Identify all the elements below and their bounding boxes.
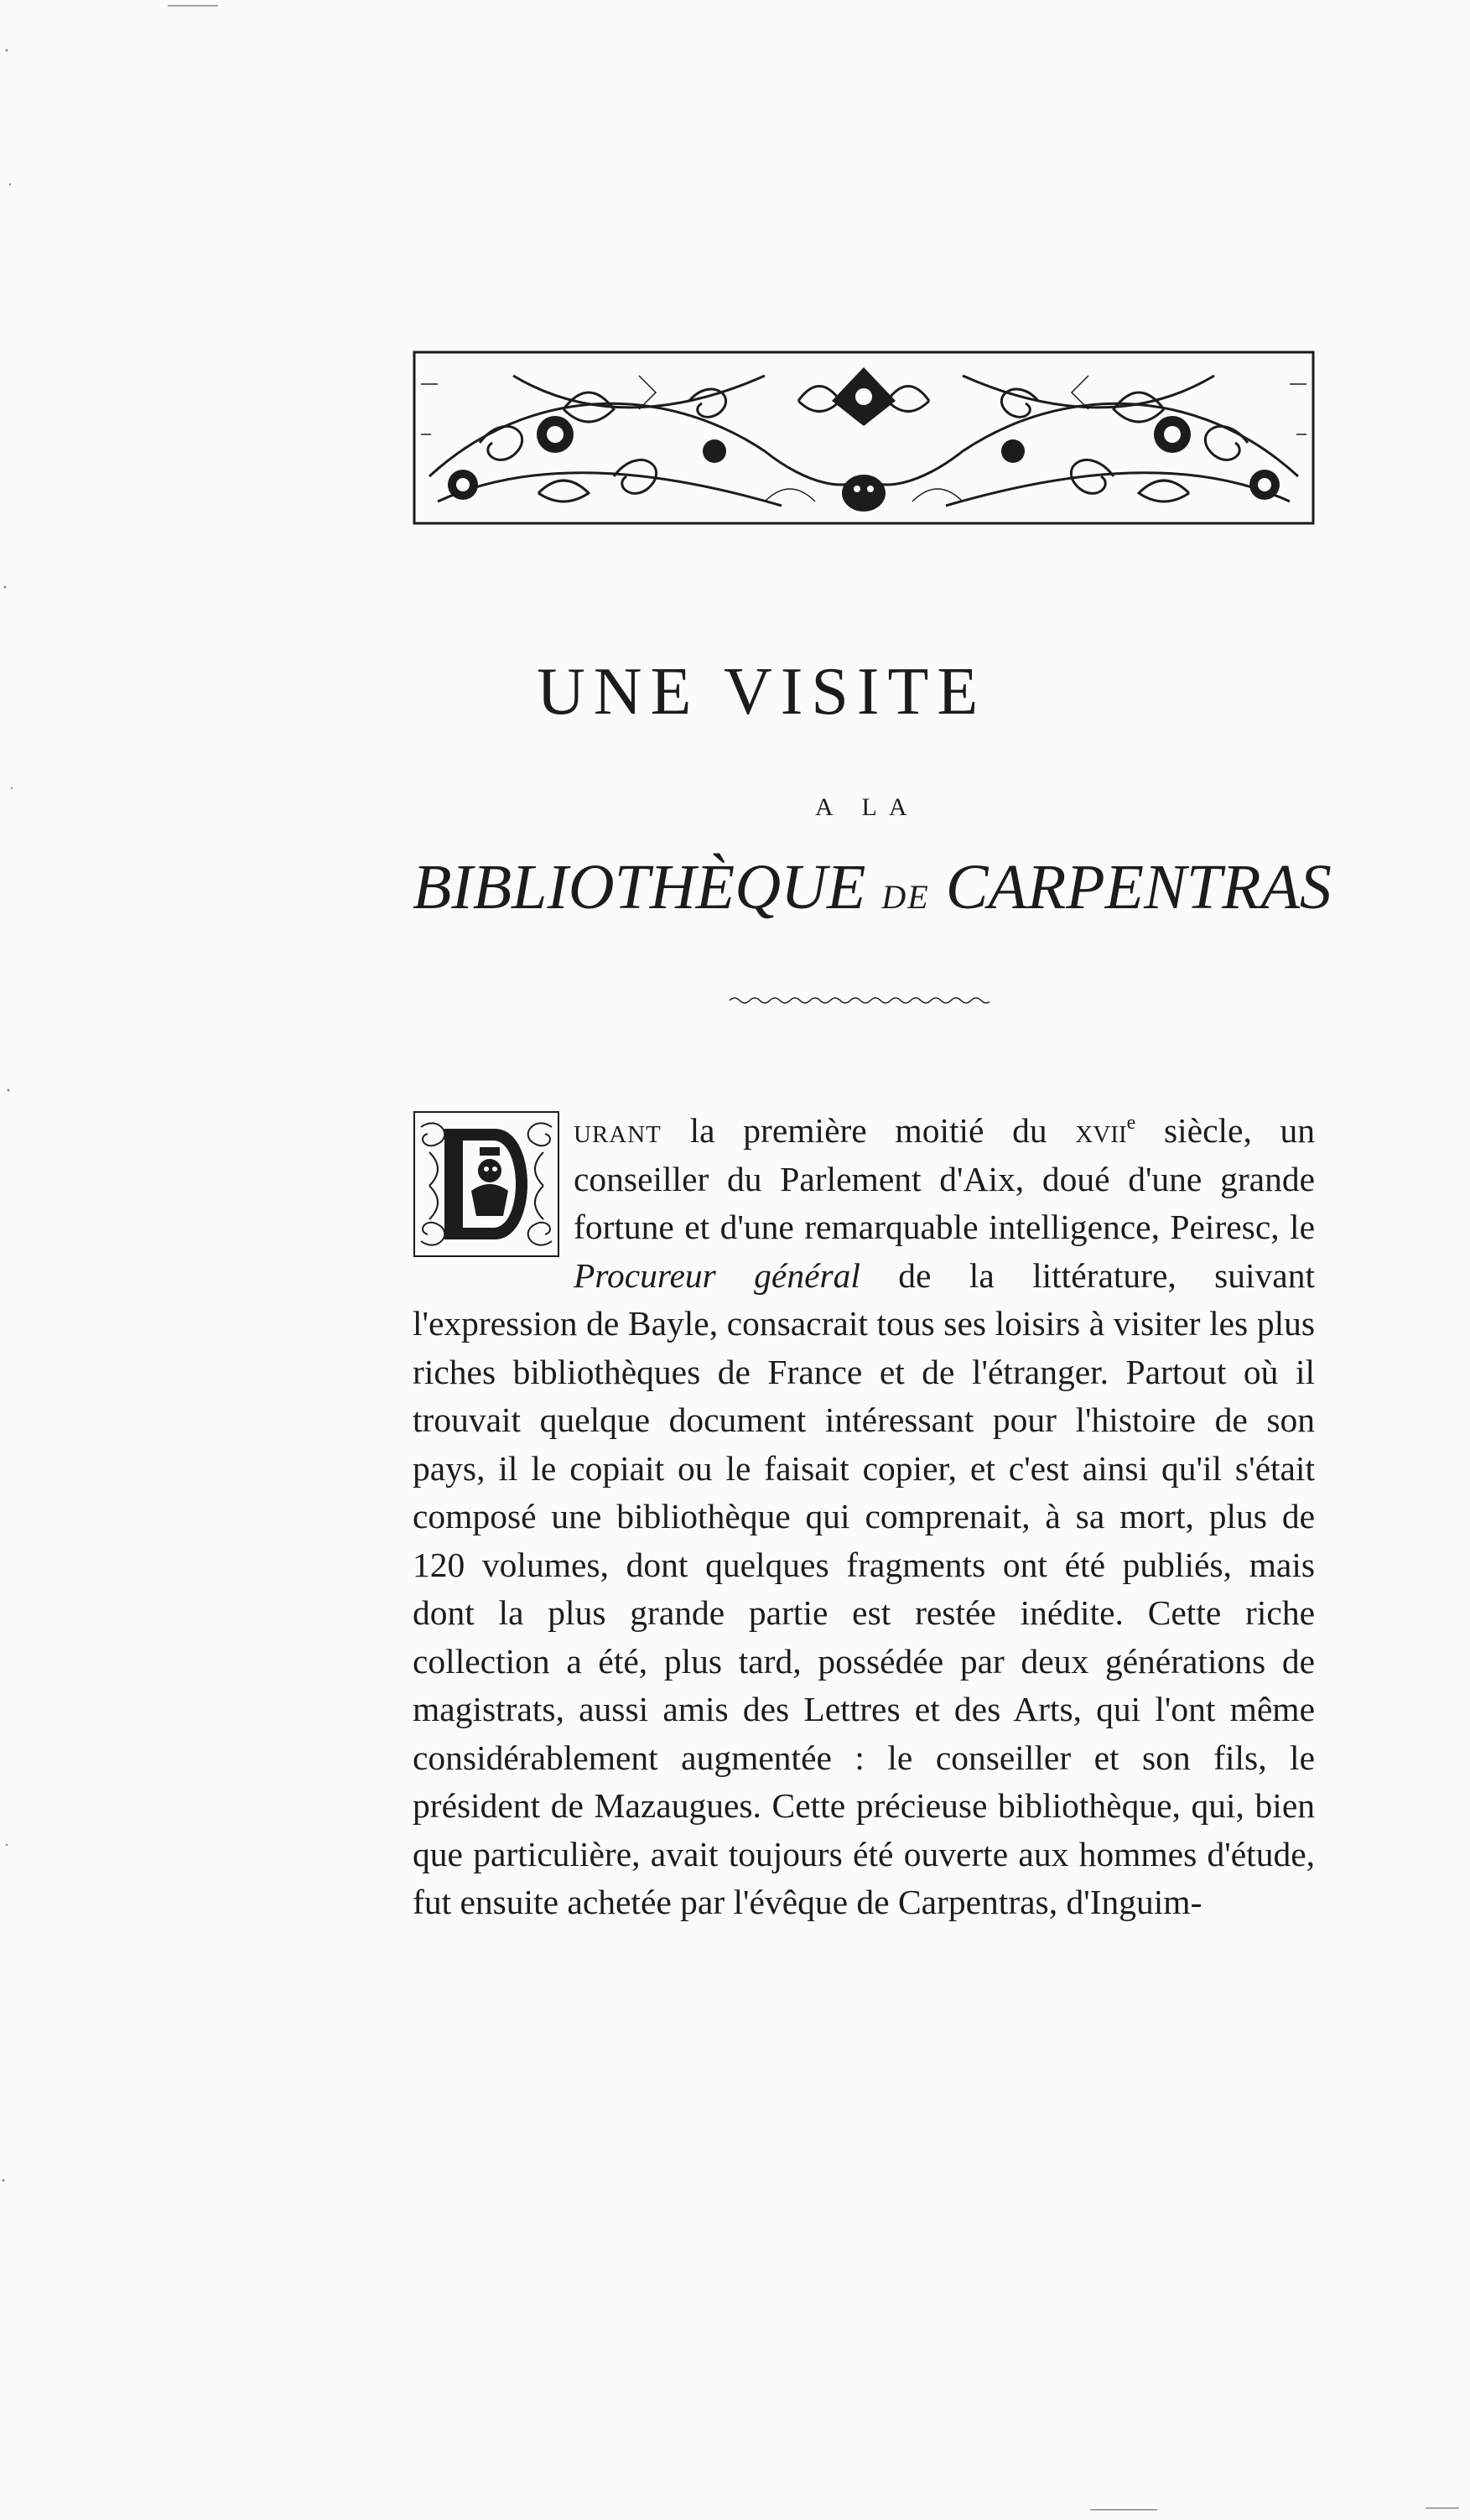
subtitle-carpentras: CARPENTRAS <box>945 852 1332 922</box>
century-superscript: e <box>1126 1112 1136 1134</box>
body-paragraph <box>413 1107 1315 1927</box>
text-after-century: siècle, un conseiller du Parlement d'Aix, doué d'une grande fortune et d'une remarquable intelligence, Peiresc, le <box>574 1111 1316 1246</box>
century-numeral: xvii <box>1075 1111 1127 1150</box>
text-after-italic: de la littérature, suivant l'expression de Bayle, consacrait tous ses loisirs à visiter les plus riches bibliothèques de France et de l'étranger. Partout où il trouvait quelque document intéressant pour l'histoire de son pays, il le copiait ou le faisait copier, et c'est ainsi qu'il s'était composé une bibliothèque qui comprenait, à sa mort, plus de 120 volumes, dont quelques fragments ont été publiés, mais dont la plus grande partie est restée inédite. Cette riche collection a été, plus tard, possédée par deux générations de magistrats, aussi amis des Lettres et des Arts, qui l'ont même considérablement augmentée : le conseiller et son fils, le président de Mazaugues. Cette précieuse bibliothèque, qui, bien que particulière, avait toujours été ouverte aux hommes d'étude, fut ensuite achetée par l'évêque de Carpentras, d'Inguim- <box>413 1255 1315 1921</box>
title-subtitle <box>413 852 1332 922</box>
lead-caps: urant <box>574 1111 662 1150</box>
dropcap-d-icon <box>413 1110 560 1258</box>
title-connector: A LA <box>815 793 919 821</box>
title-divider-rule <box>728 995 990 1006</box>
subtitle-bibliotheque: BIBLIOTHÈQUE <box>413 852 866 922</box>
intro-before-century: la première moitié du <box>689 1111 1047 1150</box>
ornamental-headpiece <box>413 351 1315 525</box>
italic-phrase: Procureur général <box>574 1255 860 1295</box>
title-main: UNE VISITE <box>537 655 987 729</box>
headpiece-engraving <box>413 351 1315 525</box>
dropcap-ornament <box>413 1110 560 1258</box>
subtitle-de: DE <box>881 878 930 916</box>
